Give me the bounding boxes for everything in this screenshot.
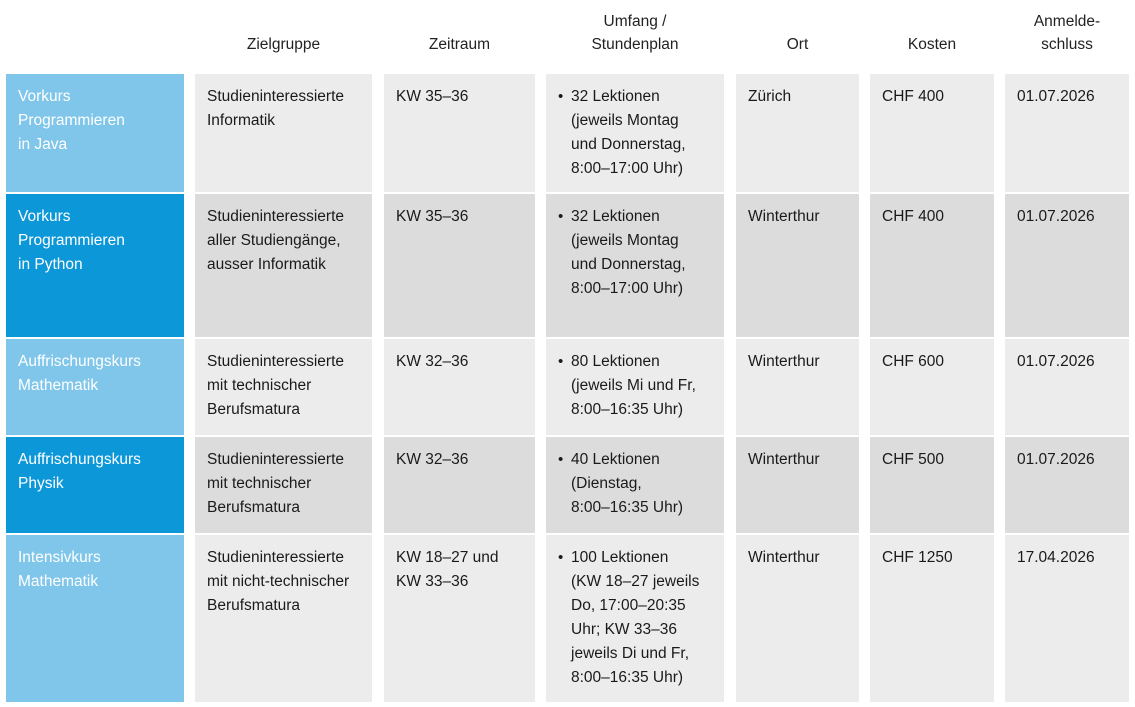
header-umfang: Umfang / Stundenplan — [591, 13, 679, 53]
table-cell-ort: Winterthur — [736, 437, 859, 533]
bullet-icon: • — [558, 353, 564, 370]
table-cell-zielgruppe: Studieninteressierte Informatik — [195, 74, 372, 192]
table-cell-ort: Zürich — [736, 74, 859, 192]
table-cell-umfang — [546, 74, 724, 192]
table-cell-kosten: CHF 400 — [870, 74, 994, 192]
umfang-list-item — [558, 350, 713, 422]
table-cell-umfang — [546, 339, 724, 435]
header-zielgruppe: Zielgruppe — [246, 36, 321, 53]
table-cell-umfang — [546, 437, 724, 533]
header-zeitraum: Zeitraum — [428, 36, 491, 53]
umfang-list-item — [558, 205, 713, 301]
table-cell-anmeldeschluss: 01.07.2026 — [1005, 194, 1129, 337]
umfang-text: 32 Lektionen (jeweils Montag und Donnerstag, 8:00–17:00 Uhr) — [571, 88, 686, 177]
table-cell-umfang — [546, 535, 724, 702]
course-name-cell: Auffrischungskurs Mathematik — [6, 339, 184, 435]
table-cell-anmeldeschluss: 17.04.2026 — [1005, 535, 1129, 702]
header-anmeldeschluss: Anmelde- schluss — [1033, 13, 1101, 53]
header-kosten: Kosten — [907, 36, 957, 53]
table-cell-kosten: CHF 500 — [870, 437, 994, 533]
umfang-text: 80 Lektionen (jeweils Mi und Fr, 8:00–16:35 Uhr) — [571, 353, 696, 418]
table-cell-ort: Winterthur — [736, 194, 859, 337]
umfang-list-item — [558, 448, 713, 520]
umfang-list-item — [558, 546, 713, 690]
table-cell-ort: Winterthur — [736, 339, 859, 435]
umfang-text: 40 Lektionen (Dienstag, 8:00–16:35 Uhr) — [571, 451, 684, 516]
table-cell-zeitraum: KW 32–36 — [384, 339, 535, 435]
table-cell-umfang — [546, 194, 724, 337]
umfang-text: 100 Lektionen (KW 18–27 jeweils Do, 17:00–20:35 Uhr; KW 33–36 jeweils Di und Fr, 8:00–16:35 Uhr) — [571, 549, 700, 686]
table-cell-zielgruppe: Studieninteressierte mit nicht-technischer Berufsmatura — [195, 535, 372, 702]
bullet-icon: • — [558, 88, 564, 105]
table-cell-kosten: CHF 600 — [870, 339, 994, 435]
bullet-icon: • — [558, 451, 564, 468]
course-name-cell: Auffrischungskurs Physik — [6, 437, 184, 533]
table-cell-kosten: CHF 400 — [870, 194, 994, 337]
table-cell-zeitraum: KW 18–27 und KW 33–36 — [384, 535, 535, 702]
bullet-icon: • — [558, 208, 564, 225]
table-cell-kosten: CHF 1250 — [870, 535, 994, 702]
table-cell-ort: Winterthur — [736, 535, 859, 702]
table-cell-anmeldeschluss: 01.07.2026 — [1005, 437, 1129, 533]
table-cell-zeitraum: KW 35–36 — [384, 74, 535, 192]
table-cell-zielgruppe: Studieninteressierte aller Studiengänge, ausser Informatik — [195, 194, 372, 337]
table-cell-zeitraum: KW 32–36 — [384, 437, 535, 533]
table-cell-zielgruppe: Studieninteressierte mit technischer Berufsmatura — [195, 339, 372, 435]
header-ort: Ort — [786, 36, 809, 53]
umfang-text: 32 Lektionen (jeweils Montag und Donnerstag, 8:00–17:00 Uhr) — [571, 208, 686, 297]
table-cell-anmeldeschluss: 01.07.2026 — [1005, 74, 1129, 192]
table-cell-zeitraum: KW 35–36 — [384, 194, 535, 337]
course-name-cell: Intensivkurs Mathematik — [6, 535, 184, 702]
course-name-cell: Vorkurs Programmieren in Python — [6, 194, 184, 337]
bullet-icon: • — [558, 549, 564, 566]
table-cell-zielgruppe: Studieninteressierte mit technischer Berufsmatura — [195, 437, 372, 533]
table-cell-anmeldeschluss: 01.07.2026 — [1005, 339, 1129, 435]
umfang-list-item — [558, 85, 713, 181]
course-name-cell: Vorkurs Programmieren in Java — [6, 74, 184, 192]
